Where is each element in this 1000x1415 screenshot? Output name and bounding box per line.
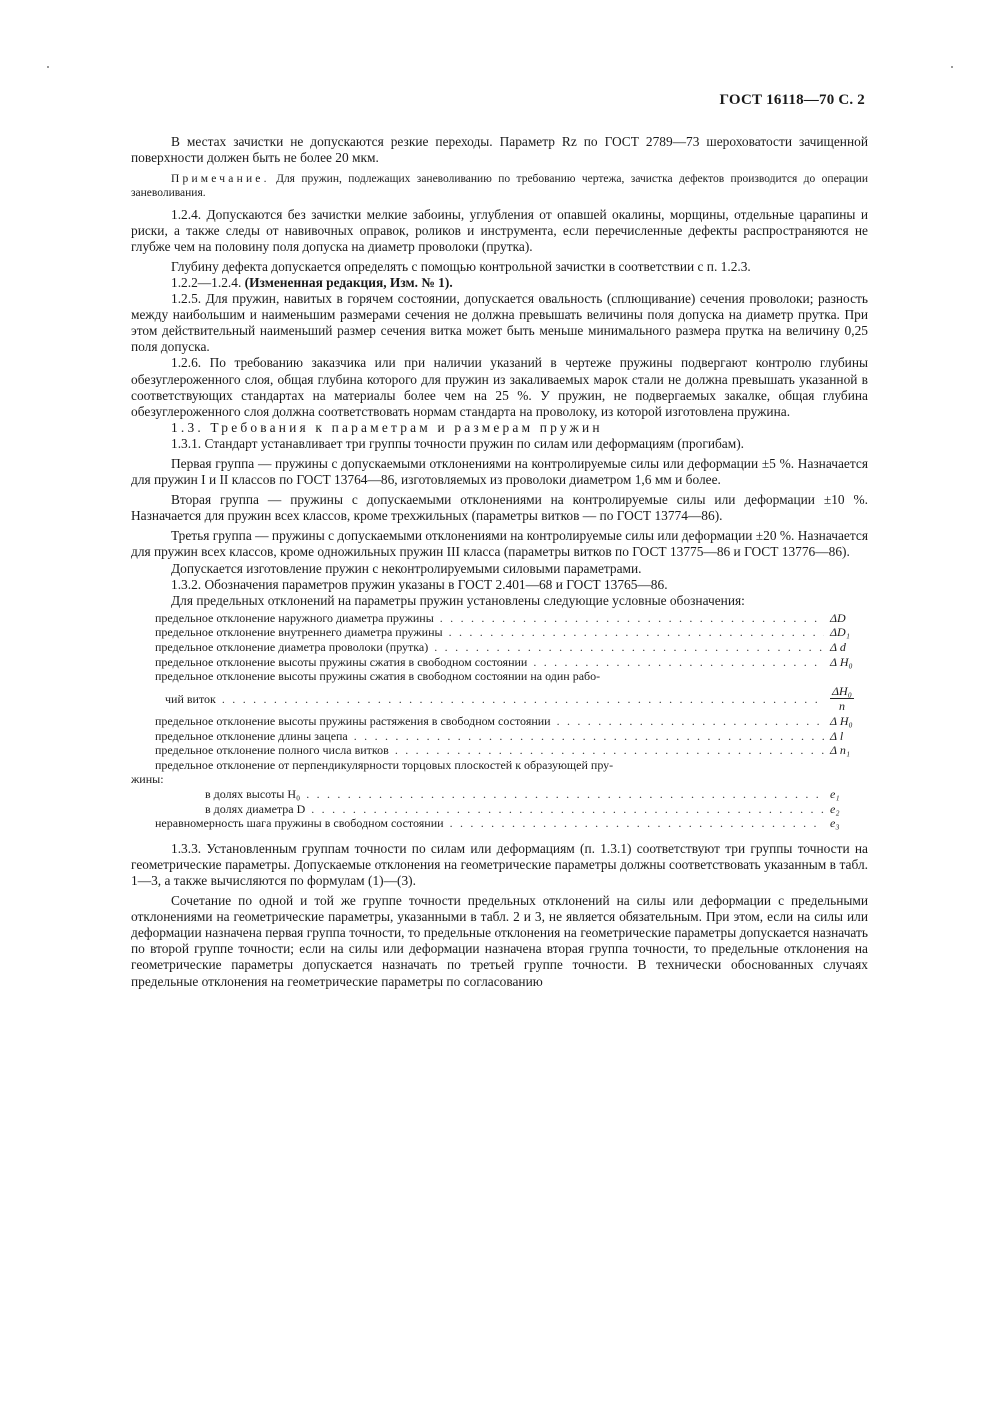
paragraph-group-1: Первая группа — пружины с допускаемыми отклонениями на контролируемые силы или деформации ±5 %. Назначается для пружин I и II классов по ГОСТ 13764—86, изготовляемых из проволоки диаметром 1,6 мм и более. bbox=[131, 456, 868, 488]
section-heading-1-3: 1.3. Требования к параметрам и размерам пружин bbox=[171, 419, 603, 435]
page-header: ГОСТ 16118—70 С. 2 bbox=[719, 92, 865, 108]
paragraph-defect-depth: Глубину дефекта допускается определять с помощью контрольной зачистки в соответствии с п. 1.2.3. bbox=[171, 258, 751, 274]
symbol-value: Δ H₀ bbox=[830, 654, 853, 669]
leader-dots bbox=[440, 611, 824, 626]
leader-dots bbox=[557, 714, 824, 729]
symbol-row bbox=[131, 743, 868, 758]
leader-dots bbox=[395, 743, 824, 758]
symbol-label: жины: bbox=[131, 772, 164, 787]
paragraph-1-2-4: 1.2.4. Допускаются без зачистки мелкие забоины, углубления от опавшей окалины, морщины, отдельные царапины и риски, а также следы от навивочных оправок, роликов и инструмента, если перечисленные дефекты распространяются не глубже чем на половину поля допуска на диаметр проволоки (прутка). bbox=[131, 206, 868, 254]
paragraph-combination: Сочетание по одной и той же группе точности предельных отклонений на силы или деформации с предельными отклонениями на геометрические параметры, указанными в табл. 2 и 3, не является обязательным. При этом, если на силы или деформации назначена первая группа точности, то предельные отклонения на геометрические параметры допускается назначать по второй группе точности; если на силы или деформации назначена вторая группа точности, то предельные отклонения на геометрические параметры допускается назначать по третьей группе точности. В технически обоснованных случаях предельные отклонения на геометрические параметры по согласованию bbox=[131, 893, 868, 989]
revision-prefix: 1.2.2—1.2.4. bbox=[171, 274, 245, 290]
symbol-row bbox=[131, 787, 868, 802]
symbol-value: Δ l bbox=[830, 728, 844, 743]
leader-dots bbox=[306, 787, 824, 802]
symbol-row bbox=[131, 729, 868, 744]
fraction-numerator: ΔH₀ bbox=[832, 683, 852, 698]
symbol-label: в долях диаметра D bbox=[205, 801, 306, 816]
symbol-value: e₂ bbox=[830, 801, 840, 816]
leader-dots bbox=[222, 692, 824, 707]
symbol-label: предельное отклонение длины зацепа bbox=[155, 728, 348, 743]
paragraph-1-3-1: 1.3.1. Стандарт устанавливает три группы точности пружин по силам или деформациям (прогибам). bbox=[171, 435, 745, 451]
symbol-label: предельное отклонение от перпендикулярности торцовых плоскостей к образующей пру- bbox=[155, 757, 614, 772]
symbol-row bbox=[131, 802, 868, 817]
leader-dots bbox=[533, 655, 824, 670]
symbol-label: предельное отклонение высоты пружины сжатия в свободном состоянии на один рабо- bbox=[155, 669, 601, 684]
paragraph-group-2: Вторая группа — пружины с допускаемыми отклонениями на контролируемые силы или деформации ±10 %. Назначается для пружин всех классов, кроме трехжильных (параметры витков — по ГОСТ 13774—86). bbox=[131, 492, 868, 524]
note bbox=[131, 172, 868, 200]
symbol-value: Δ H₀ bbox=[830, 714, 853, 728]
symbol-value: ΔD bbox=[830, 610, 846, 625]
symbol-row bbox=[131, 816, 868, 831]
paragraph-1-3-3: 1.3.3. Установленным группам точности по силам или деформациям (п. 1.3.1) соответствуют три группы точности на геометрические параметры. Допускаемые отклонения на геометрические параметры должны соответствовать указанным в табл. 1—3, а также вычисляются по формулам (1)—(3). bbox=[131, 840, 868, 888]
symbol-row bbox=[131, 640, 868, 655]
symbol-row bbox=[131, 625, 868, 640]
symbol-label: в долях высоты H₀ bbox=[205, 786, 301, 801]
symbol-value: ΔD₁ bbox=[830, 625, 850, 640]
symbol-label: чий виток bbox=[165, 691, 216, 706]
revision-note: (Измененная редакция, Изм. № 1). bbox=[244, 274, 453, 290]
note-label: Примечание. bbox=[171, 173, 270, 186]
symbol-row bbox=[131, 714, 868, 729]
leader-dots bbox=[434, 640, 824, 655]
paragraph-uncontrolled: Допускается изготовление пружин с неконтролируемыми силовыми параметрами. bbox=[171, 560, 642, 576]
paragraph-revision bbox=[131, 275, 868, 291]
symbol-row bbox=[131, 655, 868, 670]
symbol-label: неравномерность шага пружины в свободном состоянии bbox=[155, 816, 444, 831]
symbol-row bbox=[131, 611, 868, 626]
symbol-row bbox=[131, 684, 868, 714]
fraction-denominator: n bbox=[838, 699, 845, 714]
symbol-fraction bbox=[830, 684, 868, 714]
paragraph-1-2-5: 1.2.5. Для пружин, навитых в горячем состоянии, допускается овальность (сплющивание) сечения проволоки; разность между наибольшим и наименьшим размерами сечения не должна превышать величины поля допуска на диаметр прутка. При этом действительный наименьший размер сечения витка может быть меньше минимального размера прутка на величину 0,25 поля допуска. bbox=[131, 291, 868, 355]
scan-dot bbox=[47, 66, 49, 68]
paragraph-group-3: Третья группа — пружины с допускаемыми отклонениями на контролируемые силы или деформации ±20 %. Назначается для пружин всех классов, кроме одножильных пружин III класса (параметры витков по ГОСТ 13775—86 и ГОСТ 13776—86). bbox=[131, 528, 868, 560]
leader-dots bbox=[311, 802, 824, 817]
document-body bbox=[131, 134, 868, 990]
symbol-value: e₃ bbox=[830, 816, 840, 831]
leader-dots bbox=[449, 625, 824, 640]
scan-dot bbox=[951, 66, 953, 68]
symbol-value: Δ n₁ bbox=[830, 743, 850, 758]
note-text: Для пружин, подлежащих заневоливанию по требованию чертежа, зачистка дефектов производится до операции заневоливания. bbox=[131, 173, 868, 200]
paragraph-1-2-6: 1.2.6. По требованию заказчика или при наличии указаний в чертеже пружины подвергают контролю глубины обезуглероженного слоя, общая глубина которого для пружин из закаливаемых марок стали не должна превышать указанной в соответствующих стандартах на материалы более чем на 25 %. У пружин, не подвергаемых закалке, общая глубина обезуглероженного слоя должна соответствовать нормам стандарта на проволоку, из которой изготовлена пружина. bbox=[131, 355, 868, 419]
symbol-label: предельное отклонение внутреннего диаметра пружины bbox=[155, 625, 443, 640]
leader-dots bbox=[450, 816, 824, 831]
symbol-value: e₁ bbox=[830, 786, 840, 801]
symbol-label: предельное отклонение наружного диаметра пружины bbox=[155, 610, 434, 625]
fraction bbox=[830, 684, 854, 714]
symbol-label: предельное отклонение высоты пружины растяжения в свободном состоянии bbox=[155, 714, 551, 728]
symbol-label: предельное отклонение высоты пружины сжатия в свободном состоянии bbox=[155, 654, 528, 669]
paragraph-symbols-intro: Для предельных отклонений на параметры пружин установлены следующие условные обозначения: bbox=[171, 592, 745, 608]
leader-dots bbox=[354, 729, 824, 744]
paragraph-roughness: В местах зачистки не допускаются резкие переходы. Параметр Rz по ГОСТ 2789—73 шероховатости зачищенной поверхности должен быть не более 20 мкм. bbox=[131, 134, 868, 166]
symbol-label: предельное отклонение диаметра проволоки (прутка) bbox=[155, 640, 429, 655]
symbol-label: предельное отклонение полного числа витков bbox=[155, 743, 389, 758]
symbols-list bbox=[131, 611, 868, 831]
symbol-value: Δ d bbox=[830, 640, 846, 655]
paragraph-1-3-2: 1.3.2. Обозначения параметров пружин указаны в ГОСТ 2.401—68 и ГОСТ 13765—86. bbox=[171, 576, 668, 592]
